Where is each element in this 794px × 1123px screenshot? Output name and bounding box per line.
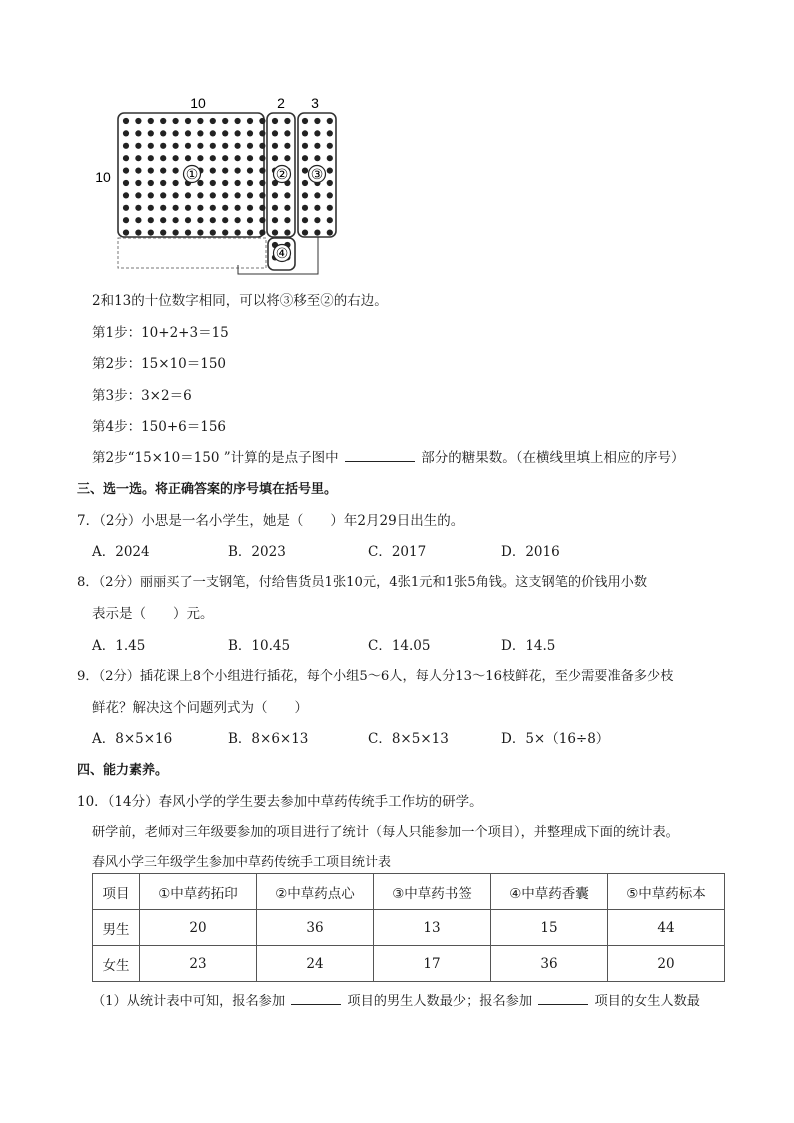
dot — [284, 143, 290, 149]
dot — [123, 118, 129, 124]
dot — [247, 168, 253, 174]
fill-question-after: 部分的糖果数。（在横线里填上相应的序号） — [421, 450, 685, 466]
question-9-stem-line1: 9．（2分）插花课上8个小组进行插花，每个小组5～6人，每人分13～16枝鲜花，至少需要准备多少枝 — [77, 669, 674, 684]
dot — [123, 168, 129, 174]
dot — [210, 143, 216, 149]
step-2: 第2步：15×10＝150 — [92, 356, 227, 372]
table-cell: 36 — [257, 910, 374, 946]
dot — [197, 205, 203, 211]
table-header-cell: ④中草药香囊 — [491, 874, 608, 910]
dashed-bottom-box — [118, 238, 266, 268]
dot-grid-diagram — [88, 90, 338, 280]
dot — [135, 205, 141, 211]
dot — [197, 155, 203, 161]
dot — [173, 130, 179, 136]
dot — [173, 143, 179, 149]
dot — [160, 217, 166, 223]
step-3: 第3步：3×2＝6 — [92, 388, 192, 404]
dot — [327, 155, 333, 161]
dot — [148, 143, 154, 149]
dot — [302, 192, 308, 198]
dot — [302, 230, 308, 236]
q8-option-a[interactable]: A．1.45 — [92, 638, 146, 654]
dot — [123, 143, 129, 149]
dot — [235, 217, 241, 223]
dot — [327, 168, 333, 174]
table-cell: 44 — [608, 910, 725, 946]
table-cell: 17 — [374, 946, 491, 982]
answer-blank[interactable] — [345, 447, 415, 462]
q7-option-c[interactable]: C．2017 — [368, 544, 427, 560]
dot — [173, 118, 179, 124]
dot — [327, 230, 333, 236]
table-header-row — [93, 874, 725, 910]
dot — [222, 217, 228, 223]
dot — [197, 118, 203, 124]
table-header-cell: ②中草药点心 — [257, 874, 374, 910]
dot — [259, 192, 265, 198]
dot — [222, 205, 228, 211]
dot — [259, 155, 265, 161]
dot — [235, 180, 241, 186]
table-row — [93, 946, 725, 982]
region-3-label: ③ — [310, 167, 324, 183]
table-cell: 20 — [140, 910, 257, 946]
dot — [210, 192, 216, 198]
dot — [135, 143, 141, 149]
dot — [210, 205, 216, 211]
dot — [148, 230, 154, 236]
dot — [327, 143, 333, 149]
dot — [148, 192, 154, 198]
table-header-cell: 项目 — [93, 874, 140, 910]
dot — [302, 168, 308, 174]
dot — [284, 130, 290, 136]
explain-line: 2和13的十位数字相同，可以将③移至②的右边。 — [92, 293, 388, 309]
dot — [272, 217, 278, 223]
table-cell: 20 — [608, 946, 725, 982]
dot — [210, 230, 216, 236]
dot — [148, 155, 154, 161]
dot — [197, 130, 203, 136]
dot — [259, 168, 265, 174]
dot — [247, 230, 253, 236]
question-9-stem-line2: 鲜花？解决这个问题列式为（ ） — [92, 700, 308, 716]
dot — [314, 205, 320, 211]
dot — [327, 217, 333, 223]
dot — [327, 130, 333, 136]
dot — [222, 168, 228, 174]
dot — [173, 230, 179, 236]
dot — [148, 217, 154, 223]
dot — [135, 155, 141, 161]
row-label-girls: 女生 — [93, 946, 140, 982]
dot — [197, 192, 203, 198]
width-label-3: 3 — [311, 95, 319, 111]
dot — [259, 180, 265, 186]
dot — [123, 155, 129, 161]
dot — [247, 192, 253, 198]
dot — [197, 230, 203, 236]
height-label-10: 10 — [95, 169, 111, 185]
dot — [123, 192, 129, 198]
dot — [284, 205, 290, 211]
dot — [284, 192, 290, 198]
question-8-stem-line1: 8．（2分）丽丽买了一支钢笔，付给售货员1张10元，4张1元和1张5角钱。这支钢笔的价钱用小数 — [77, 575, 648, 590]
dot — [259, 230, 265, 236]
q8-option-d[interactable]: D．14.5 — [501, 638, 556, 654]
dot — [284, 230, 290, 236]
dot — [210, 118, 216, 124]
dot — [148, 205, 154, 211]
dot — [173, 217, 179, 223]
section-4-heading: 四、能力素养。 — [77, 763, 169, 778]
statistics-table — [92, 873, 725, 982]
dot — [247, 180, 253, 186]
dot — [148, 130, 154, 136]
dot — [235, 230, 241, 236]
width-label-2: 2 — [277, 95, 285, 111]
row-label-boys: 男生 — [93, 910, 140, 946]
dot — [284, 118, 290, 124]
q7-option-d[interactable]: D．2016 — [501, 544, 560, 560]
fill-question — [92, 446, 684, 466]
dot — [235, 155, 241, 161]
dot — [135, 130, 141, 136]
subquestion-1 — [92, 990, 700, 1009]
q8-option-c[interactable]: C．14.05 — [368, 638, 431, 654]
dot — [235, 205, 241, 211]
dot — [222, 180, 228, 186]
q8-option-b[interactable]: B．10.45 — [228, 638, 291, 654]
dot — [314, 130, 320, 136]
dot — [173, 155, 179, 161]
dot — [327, 192, 333, 198]
dot — [185, 118, 191, 124]
dot — [160, 118, 166, 124]
dot — [314, 230, 320, 236]
answer-blank[interactable] — [538, 990, 588, 1005]
dot — [259, 130, 265, 136]
dots — [123, 118, 333, 261]
dot — [135, 192, 141, 198]
dot — [302, 130, 308, 136]
dot — [314, 155, 320, 161]
table-cell: 13 — [374, 910, 491, 946]
subquestion-1-part-b: 项目的男生人数最少；报名参加 — [347, 994, 533, 1009]
dot — [135, 217, 141, 223]
dot — [210, 155, 216, 161]
dot — [185, 230, 191, 236]
table-header-cell: ③中草药书签 — [374, 874, 491, 910]
dot — [173, 205, 179, 211]
dot — [247, 118, 253, 124]
q9-option-a[interactable]: A．8×5×16 — [92, 731, 173, 747]
dot — [173, 180, 179, 186]
dot — [247, 130, 253, 136]
dot — [135, 180, 141, 186]
dot — [185, 155, 191, 161]
dot — [302, 217, 308, 223]
dot — [148, 168, 154, 174]
dot — [259, 205, 265, 211]
dot — [160, 168, 166, 174]
dot — [314, 192, 320, 198]
dot — [235, 130, 241, 136]
dot — [314, 143, 320, 149]
dot — [259, 143, 265, 149]
fill-question-before: 第2步“15×10＝150 ”计算的是点子图中 — [92, 450, 339, 466]
dot — [135, 118, 141, 124]
dot — [272, 205, 278, 211]
region-labels — [184, 166, 326, 263]
q9-option-c[interactable]: C．8×5×13 — [368, 731, 449, 747]
step-4: 第4步：150+6＝156 — [92, 419, 227, 435]
region-2-label: ② — [275, 167, 289, 183]
dot — [247, 143, 253, 149]
question-10-intro: 研学前，老师对三年级要参加的项目进行了统计（每人只能参加一个项目），并整理成下面的统计表。 — [92, 825, 679, 840]
dot — [160, 192, 166, 198]
dot — [272, 118, 278, 124]
dot — [148, 118, 154, 124]
table-cell: 23 — [140, 946, 257, 982]
step-1: 第1步：10+2+3＝15 — [92, 325, 229, 341]
table-header-cell: ①中草药拓印 — [140, 874, 257, 910]
table-title: 春风小学三年级学生参加中草药传统手工项目统计表 — [92, 855, 392, 870]
dot — [185, 217, 191, 223]
dot — [327, 205, 333, 211]
dot — [123, 130, 129, 136]
dot — [123, 180, 129, 186]
dot — [123, 230, 129, 236]
q9-option-d[interactable]: D．5×（16÷8） — [501, 731, 610, 747]
dot — [314, 217, 320, 223]
dot — [185, 192, 191, 198]
dot — [173, 192, 179, 198]
region-4-label: ④ — [275, 246, 289, 262]
dot — [160, 205, 166, 211]
dot — [160, 143, 166, 149]
table-cell: 24 — [257, 946, 374, 982]
dot — [222, 130, 228, 136]
dot — [272, 192, 278, 198]
dot — [247, 217, 253, 223]
subquestion-1-part-a: （1）从统计表中可知，报名参加 — [92, 994, 286, 1009]
table-cell: 36 — [491, 946, 608, 982]
dot — [327, 180, 333, 186]
dot — [235, 168, 241, 174]
q9-option-b[interactable]: B．8×6×13 — [228, 731, 309, 747]
dot — [197, 143, 203, 149]
dot — [235, 118, 241, 124]
dot — [259, 118, 265, 124]
dot — [314, 118, 320, 124]
table-header-cell: ⑤中草药标本 — [608, 874, 725, 910]
dot — [302, 155, 308, 161]
dot — [185, 130, 191, 136]
dot — [160, 155, 166, 161]
dot — [210, 180, 216, 186]
region-1-label: ① — [185, 167, 199, 183]
dot — [210, 217, 216, 223]
dot — [210, 168, 216, 174]
width-label-10: 10 — [190, 95, 206, 111]
dot — [135, 168, 141, 174]
dot — [247, 155, 253, 161]
dot — [327, 118, 333, 124]
dot — [222, 118, 228, 124]
dot — [210, 130, 216, 136]
dot-array-figure — [88, 90, 338, 284]
dot — [185, 143, 191, 149]
dot — [284, 155, 290, 161]
dot — [284, 217, 290, 223]
dot — [173, 168, 179, 174]
dot — [222, 230, 228, 236]
dot — [302, 180, 308, 186]
dot — [302, 143, 308, 149]
dot — [302, 118, 308, 124]
q7-option-b[interactable]: B．2023 — [228, 544, 286, 560]
question-7-stem: 7．（2分）小思是一名小学生，她是（ ）年2月29日出生的。 — [77, 513, 465, 529]
dot — [222, 192, 228, 198]
dot — [235, 143, 241, 149]
dot — [135, 230, 141, 236]
dot — [123, 205, 129, 211]
dot — [235, 192, 241, 198]
dot — [272, 130, 278, 136]
dot — [160, 230, 166, 236]
question-10-stem: 10．（14分）春风小学的学生要去参加中草药传统手工作坊的研学。 — [77, 794, 483, 810]
dot — [160, 130, 166, 136]
dot — [247, 205, 253, 211]
dot — [272, 155, 278, 161]
dot — [222, 143, 228, 149]
dot — [222, 155, 228, 161]
q7-option-a[interactable]: A．2024 — [92, 544, 150, 560]
dot — [185, 205, 191, 211]
dot — [160, 180, 166, 186]
dot — [197, 217, 203, 223]
answer-blank[interactable] — [291, 990, 341, 1005]
table-row — [93, 910, 725, 946]
dot — [259, 217, 265, 223]
dot — [148, 180, 154, 186]
dot — [272, 143, 278, 149]
table-cell: 15 — [491, 910, 608, 946]
section-3-heading: 三、选一选。将正确答案的序号填在括号里。 — [77, 482, 338, 497]
question-8-stem-line2: 表示是（ ）元。 — [92, 606, 214, 622]
dot — [302, 205, 308, 211]
subquestion-1-part-c: 项目的女生人数最 — [594, 994, 700, 1009]
dot — [272, 230, 278, 236]
dot — [123, 217, 129, 223]
